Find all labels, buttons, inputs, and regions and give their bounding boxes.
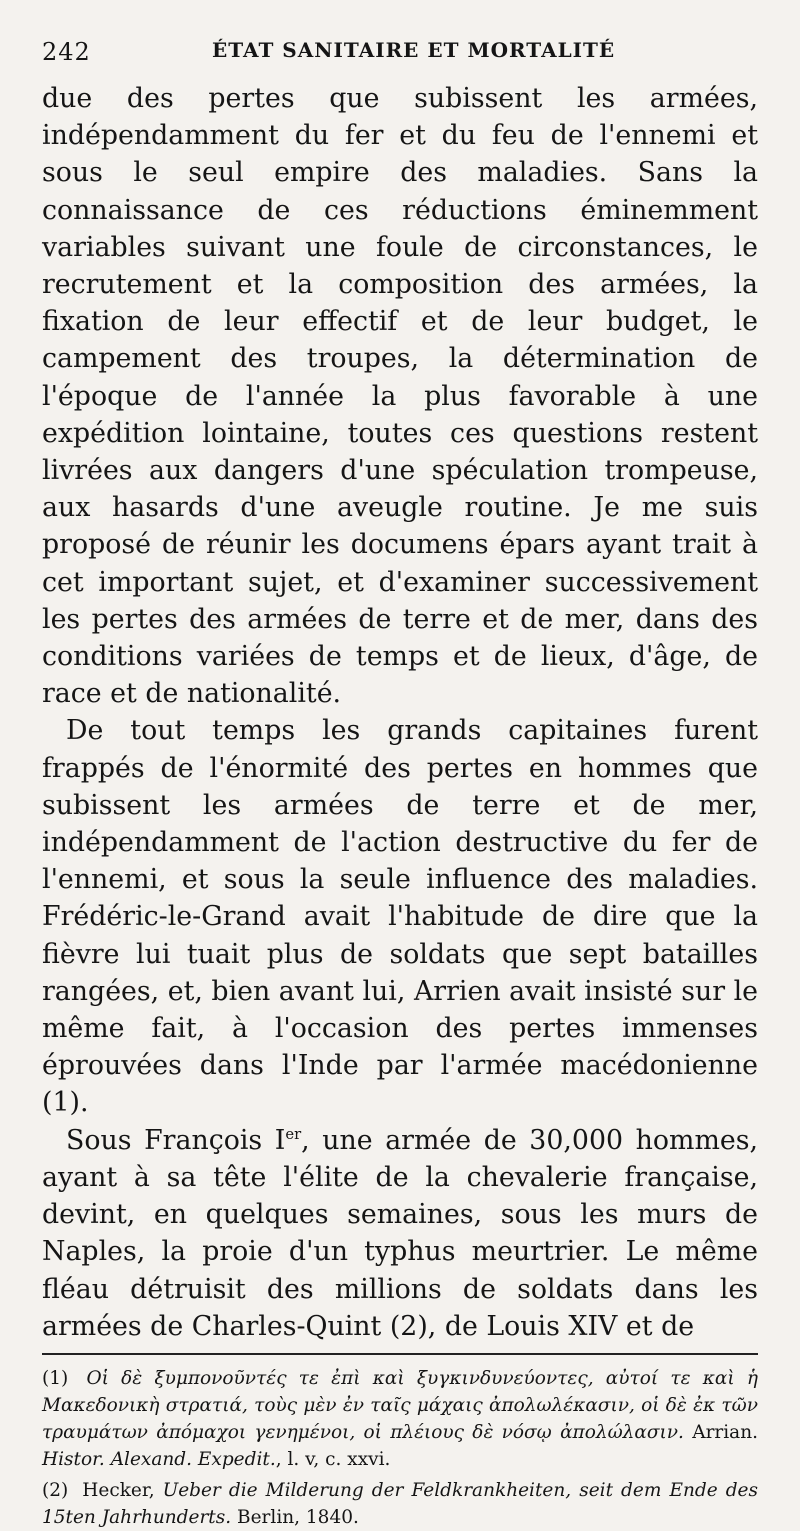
footnote-work: Histor. Alexand. Expedit. xyxy=(42,1448,276,1470)
footnote-work: Ueber die Milderung der Feldkrankheiten, seit dem Ende des 15ten Jahrhunderts. xyxy=(42,1479,758,1528)
paragraph-text: Sous François I xyxy=(66,1124,286,1156)
running-title: ÉTAT SANITAIRE ET MORTALITÉ xyxy=(212,38,616,62)
footnote xyxy=(42,1477,758,1531)
paragraph-text: , une armée de 30,000 hommes, ayant à sa tête l'élite de la chevalerie française, devint, en quelques semaines, sous les murs de Naples, la proie d'un typhus meurtrier. Le même fléau détruisit des millions de soldats dans les armées de Charles-Quint (2), de Louis XIV et de xyxy=(42,1124,758,1342)
footnote xyxy=(42,1365,758,1473)
footnote-author: Hecker, xyxy=(82,1479,155,1501)
page-number: 242 xyxy=(42,38,91,66)
footnote-divider xyxy=(42,1353,758,1355)
superscript: er xyxy=(285,1125,302,1143)
footnote-author: Arrian. xyxy=(692,1421,758,1443)
footnote-reference: Berlin, 1840. xyxy=(237,1506,359,1528)
paragraph xyxy=(42,1122,758,1345)
footnote-reference: , l. v, c. xxvi. xyxy=(275,1448,391,1470)
footnote-number: (1) xyxy=(42,1367,69,1389)
body-text xyxy=(42,80,758,1345)
running-head xyxy=(42,34,758,74)
footnote-greek-quote: Οἱ δὲ ξυμπονοῦντές τε ἐπὶ καὶ ξυγκινδυνεύοντες, αὐτοί τε καὶ ἡ Μακεδονικὴ στρατιά, τοὺς μὲν ἐν ταῖς μάχαις ἀπολωλέκασιν, οἱ δὲ ἐκ τῶν τραυμάτων ἀπόμαχοι γενημένοι, οἱ πλέιους δὲ νόσῳ ἀπολώλασιν. xyxy=(42,1367,758,1443)
paragraph: due des pertes que subissent les armées, indépendamment du fer et du feu de l'ennemi et sous le seul empire des maladies. Sans la connaissance de ces réductions éminemment variables suivant une foule de circonstances, le recrutement et la composition des armées, la fixation de leur effectif et de leur budget, le campement des troupes, la détermination de l'époque de l'année la plus favorable à une expédition lointaine, toutes ces questions restent livrées aux dangers d'une spéculation trompeuse, aux hasards d'une aveugle routine. Je me suis proposé de réunir les documens épars ayant trait à cet important sujet, et d'examiner successivement les pertes des armées de terre et de mer, dans des conditions variées de temps et de lieux, d'âge, de race et de nationalité. xyxy=(42,83,758,710)
footnote-number: (2) xyxy=(42,1479,69,1501)
footnotes xyxy=(42,1365,758,1531)
paragraph: De tout temps les grands capitaines furent frappés de l'énormité des pertes en hommes que subissent les armées de terre et de mer, indépendamment de l'action destructive du fer de l'ennemi, et sous la seule influence des maladies. Frédéric-le-Grand avait l'habitude de dire que la fièvre lui tuait plus de soldats que sept batailles rangées, et, bien avant lui, Arrien avait insisté sur le même fait, à l'occasion des pertes immenses éprouvées dans l'Inde par l'armée macédonienne (1). xyxy=(42,715,758,1119)
